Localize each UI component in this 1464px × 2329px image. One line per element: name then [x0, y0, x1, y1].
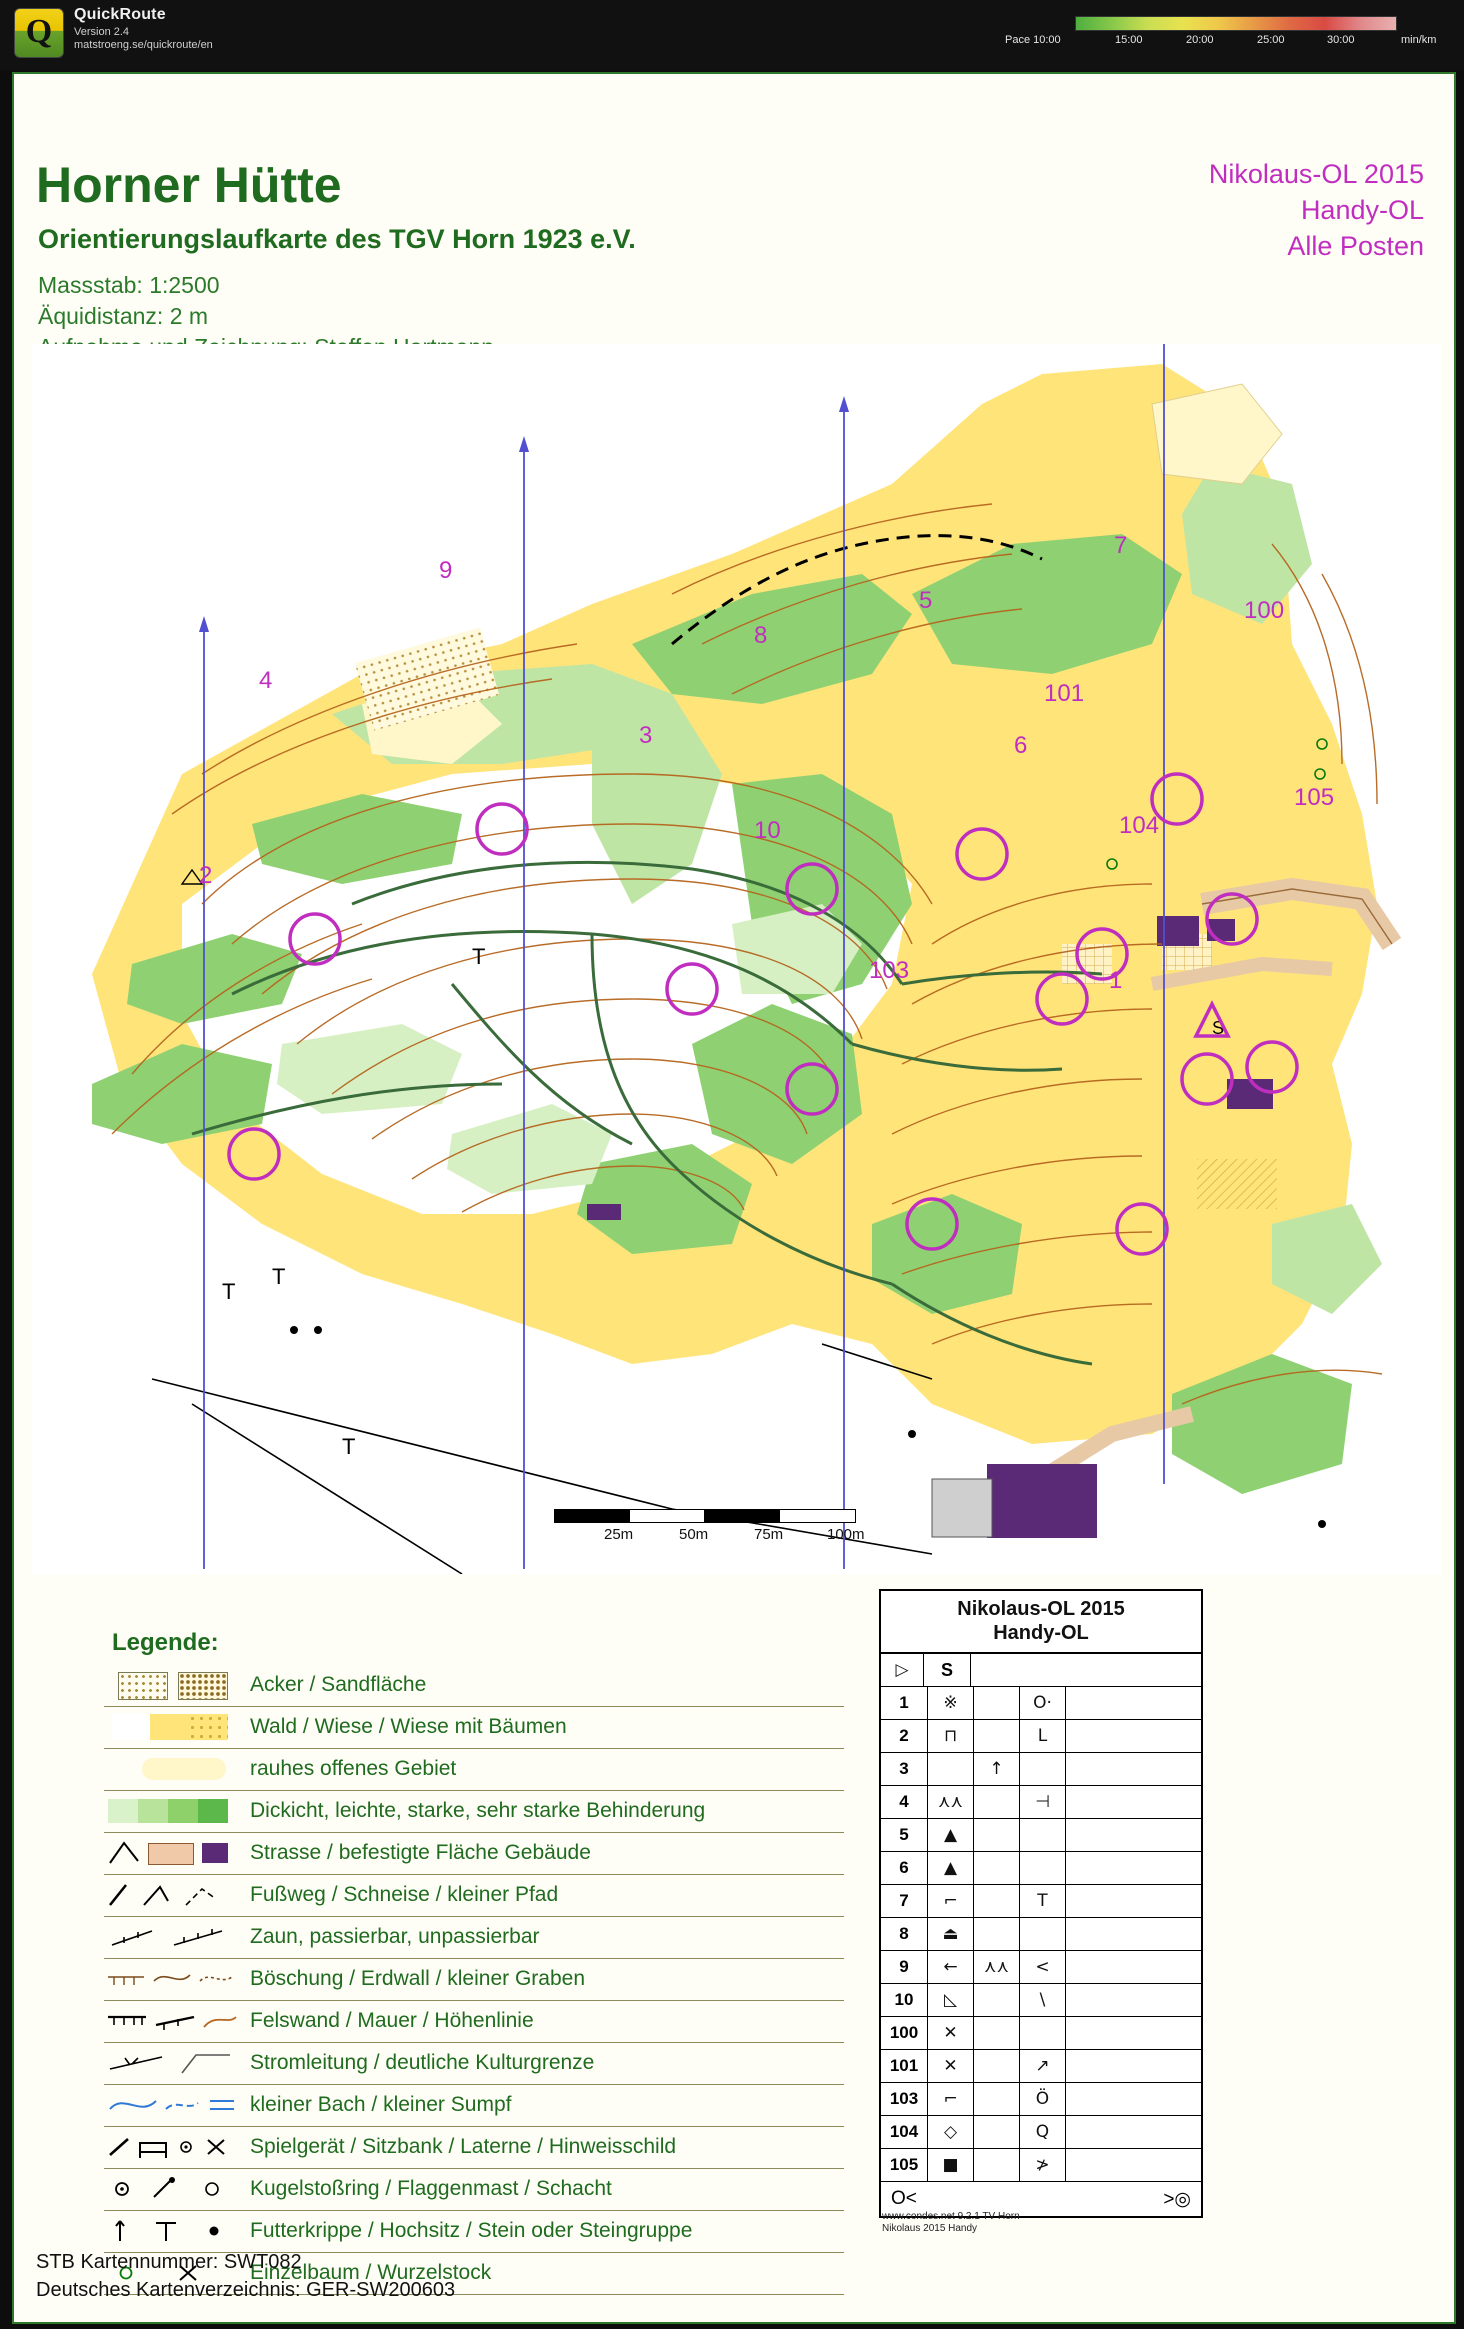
q-shape-icon: Q	[1020, 2116, 1066, 2148]
legend-row	[104, 2085, 844, 2127]
legend-label: Futterkrippe / Hochsitz / Stein oder Steingruppe	[250, 2219, 693, 2242]
quickroute-app-info	[74, 6, 213, 51]
start-symbol-icon: O<	[891, 2188, 917, 2209]
legend-symbol-kugelstossring	[104, 2169, 240, 2209]
cd-row	[881, 1918, 1201, 1951]
cd-empty-cell	[1066, 1984, 1111, 2016]
legend-row	[104, 2001, 844, 2043]
cd-empty-cell	[974, 1786, 1020, 1818]
cd-control-code: 104	[881, 2116, 928, 2148]
diamond-icon: ◇	[928, 2116, 974, 2148]
event-title-line: Handy-OL	[1300, 195, 1424, 225]
cd-control-code: 101	[881, 2050, 928, 2082]
t-shape-icon: T	[1020, 1885, 1066, 1917]
slash-up-icon: ↗	[1020, 2050, 1066, 2082]
cd-row	[881, 2050, 1201, 2083]
map-sheet[interactable]	[12, 72, 1456, 2324]
legend-symbol-stromleitung	[104, 2043, 240, 2083]
event-title-line: Nikolaus-OL 2015	[1208, 159, 1424, 189]
cd-empty-cell	[974, 1720, 1020, 1752]
control-number-label: 101	[1044, 680, 1085, 707]
cd-empty-cell	[974, 2083, 1020, 2115]
cd-control-code: 103	[881, 2083, 928, 2115]
scale-label: 50m	[679, 1526, 709, 1543]
quickroute-titlebar	[0, 0, 1464, 70]
page-title: Horner Hütte	[36, 157, 342, 213]
sheet-footer	[36, 2248, 455, 2304]
cd-control-code: 5	[881, 1819, 928, 1851]
cd-empty-cell	[1020, 2017, 1066, 2049]
control-number-label: 6	[1014, 732, 1028, 759]
legend-row	[104, 2043, 844, 2085]
legend-label: Böschung / Erdwall / kleiner Graben	[250, 1967, 586, 1990]
cd-control-code: 3	[881, 1753, 928, 1785]
cd-credit	[882, 2211, 1020, 2235]
legend-label: Fußweg / Schneise / kleiner Pfad	[250, 1883, 559, 1906]
cd-empty-cell	[928, 1753, 974, 1785]
svg-text:T: T	[472, 944, 486, 969]
pace-tick: 20:00	[1186, 34, 1214, 46]
legend-symbol-strasse-gebaeude	[104, 1833, 240, 1873]
app-url[interactable]: matstroeng.se/quickroute/en	[74, 39, 213, 51]
cd-empty-cell	[1020, 1753, 1066, 1785]
cd-control-code: 6	[881, 1852, 928, 1884]
cd-row	[881, 1984, 1201, 2017]
cd-empty-cell	[1066, 1885, 1111, 1917]
pace-color-scale	[1075, 16, 1397, 31]
cd-control-code: 10	[881, 1984, 928, 2016]
corner-icon: L	[1020, 1720, 1066, 1752]
app-version: Version 2.4	[74, 26, 130, 38]
cd-empty-cell	[974, 1984, 1020, 2016]
cd-empty-cell	[1020, 1852, 1066, 1884]
legend-row	[104, 1959, 844, 2001]
flag-icon: ◺	[928, 1984, 974, 2016]
start-triangle-icon: ▷	[881, 1654, 924, 1686]
fence-icon: ⋏⋏	[974, 1951, 1020, 1983]
open-angle-icon: <	[1020, 1951, 1066, 1983]
map-info-line: Äquidistanz: 2 m	[38, 303, 209, 329]
cd-empty-cell	[1066, 1852, 1111, 1884]
control-number-label: 3	[639, 722, 653, 749]
legend-row	[104, 1665, 844, 1707]
cd-row	[881, 1720, 1201, 1753]
scale-label: 25m	[604, 1526, 634, 1543]
legend-label: Stromleitung / deutliche Kulturgrenze	[250, 2051, 595, 2074]
scale-label: 100m	[827, 1526, 865, 1543]
cd-empty-cell	[974, 1852, 1020, 1884]
legend-title: Legende:	[112, 1629, 219, 1656]
legend-label: Einzelbaum / Wurzelstock	[250, 2261, 492, 2284]
cd-empty-cell	[974, 2149, 1020, 2181]
legend-symbol-boeschung	[104, 1959, 240, 1999]
diagonal-icon: \	[1020, 1984, 1066, 2016]
control-number-label: 9	[439, 557, 453, 584]
cd-row	[881, 2017, 1201, 2050]
cd-empty-cell	[1066, 1786, 1111, 1818]
legend-row	[104, 1833, 844, 1875]
cd-empty-cell	[974, 1885, 1020, 1917]
cd-row	[881, 2149, 1201, 2182]
circle-dot-icon: Ö	[1020, 2083, 1066, 2115]
cd-empty-cell	[974, 2116, 1020, 2148]
fence-icon: ⋏⋏	[928, 1786, 974, 1818]
cd-empty-cell	[1020, 1819, 1066, 1851]
control-number-label: 103	[869, 957, 910, 984]
cd-empty-cell	[974, 1918, 1020, 1950]
cd-empty-cell	[1066, 1918, 1111, 1950]
knoll-icon: ⏏	[928, 1918, 974, 1950]
scale-bar	[554, 1509, 854, 1521]
arrow-left-icon: ←	[928, 1951, 974, 1983]
legend-row	[104, 1707, 844, 1749]
cd-control-code: 8	[881, 1918, 928, 1950]
legend-symbol-wald-wiese	[104, 1707, 240, 1747]
pace-tick: 25:00	[1257, 34, 1285, 46]
event-title-line: Alle Posten	[1287, 231, 1424, 261]
legend-symbol-fussweg-pfad	[104, 1875, 240, 1915]
legend-symbol-felswand-mauer	[104, 2001, 240, 2041]
svg-text:S: S	[1212, 1018, 1225, 1038]
cliff-icon: ⌐	[928, 1885, 974, 1917]
legend-label: kleiner Bach / kleiner Sumpf	[250, 2093, 512, 2116]
bar-end-icon: ⊣	[1020, 1786, 1066, 1818]
legend-row	[104, 1791, 844, 1833]
legend-label: Spielgerät / Sitzbank / Laterne / Hinweisschild	[250, 2135, 677, 2158]
cd-control-code: 100	[881, 2017, 928, 2049]
event-title	[1209, 156, 1424, 264]
legend-label: Kugelstoßring / Flaggenmast / Schacht	[250, 2177, 612, 2200]
svg-text:T: T	[342, 1434, 356, 1459]
legend-label: Strasse / befestigte Fläche Gebäude	[250, 1841, 591, 1864]
cd-empty-cell	[1020, 1918, 1066, 1950]
cd-credit-line: Nikolaus 2015 Handy	[882, 2223, 978, 2234]
control-number-label: 104	[1119, 812, 1160, 839]
cd-start-code: S	[924, 1654, 971, 1686]
legend-label: Wald / Wiese / Wiese mit Bäumen	[250, 1715, 567, 1738]
svg-text:T: T	[222, 1279, 236, 1304]
footer-line: STB Kartennummer: SWT082	[36, 2251, 302, 2273]
control-number-label: 7	[1114, 532, 1128, 559]
cross-icon: ✕	[928, 2050, 974, 2082]
finish-symbol-icon: >◎	[1163, 2188, 1191, 2210]
app-name: QuickRoute	[74, 6, 166, 23]
legend-row	[104, 2169, 844, 2211]
orienteering-map[interactable]	[32, 344, 1442, 1574]
legend-symbol-rauhes-offenes-gebiet	[104, 1749, 240, 1789]
control-number-label: 5	[919, 587, 933, 614]
cd-row	[881, 1852, 1201, 1885]
cd-empty-cell	[1066, 1720, 1111, 1752]
pace-tick: 30:00	[1327, 34, 1355, 46]
cd-credit-line: www.condes.net 9.2.1 TV Horn	[882, 2211, 1020, 2222]
legend-row	[104, 1749, 844, 1791]
cd-row	[881, 1885, 1201, 1918]
control-number-label: 2	[199, 862, 213, 889]
legend-label: rauhes offenes Gebiet	[250, 1757, 457, 1780]
cd-title-line1: Nikolaus-OL 2015	[957, 1598, 1125, 1620]
cd-empty-cell	[974, 2050, 1020, 2082]
cd-empty-cell	[1066, 1951, 1111, 1983]
control-number-label: 100	[1244, 597, 1285, 624]
cd-empty-cell	[974, 2017, 1020, 2049]
cd-control-code: 105	[881, 2149, 928, 2181]
svg-text:T: T	[272, 1264, 286, 1289]
dot-angle-icon: ≯	[1020, 2149, 1066, 2181]
legend-row	[104, 2211, 844, 2253]
footer-line: Deutsches Kartenverzeichnis: GER-SW200603	[36, 2279, 456, 2301]
triangle-icon: ▲	[928, 1852, 974, 1884]
cd-title-line2: Handy-OL	[993, 1622, 1089, 1644]
cd-row	[881, 1951, 1201, 1984]
quickroute-logo-icon: Q	[14, 8, 64, 58]
pace-tick: 15:00	[1115, 34, 1143, 46]
control-number-label: 8	[754, 622, 768, 649]
cd-control-code: 2	[881, 1720, 928, 1752]
cd-control-code: 1	[881, 1687, 928, 1719]
boulder-field-icon: ※	[928, 1687, 974, 1719]
legend-label: Zaun, passierbar, unpassierbar	[250, 1925, 540, 1948]
control-number-label: 10	[754, 817, 781, 844]
triangle-icon: ▲	[928, 1819, 974, 1851]
cd-title	[881, 1591, 1201, 1654]
control-description-table	[879, 1589, 1203, 2218]
pace-unit: min/km	[1401, 34, 1437, 46]
cd-row	[881, 1753, 1201, 1786]
cd-row	[881, 1819, 1201, 1852]
legend-symbol-dickicht	[104, 1791, 240, 1831]
page-subtitle: Orientierungslaufkarte des TGV Horn 1923 e.V.	[38, 224, 636, 254]
legend-symbol-spielgeraet	[104, 2127, 240, 2167]
cd-empty-cell	[1066, 2116, 1111, 2148]
legend	[104, 1629, 844, 2295]
filled-square-icon: ■	[928, 2149, 974, 2181]
cd-control-code: 9	[881, 1951, 928, 1983]
cd-row	[881, 2116, 1201, 2149]
control-number-label: 1	[1109, 967, 1123, 994]
trestle-icon: ⊓	[928, 1720, 974, 1752]
pace-label: Pace 10:00	[1005, 34, 1061, 46]
legend-row	[104, 1875, 844, 1917]
cd-empty-cell	[974, 1687, 1020, 1719]
cross-icon: ✕	[928, 2017, 974, 2049]
cd-empty-cell	[1066, 1819, 1111, 1851]
ring-with-dot-icon: O·	[1020, 1687, 1066, 1719]
cd-control-code: 7	[881, 1885, 928, 1917]
cd-row	[881, 1786, 1201, 1819]
map-info-line: Massstab: 1:2500	[38, 272, 220, 298]
cd-empty-cell	[1066, 2149, 1111, 2181]
legend-symbol-zaun	[104, 1917, 240, 1957]
legend-symbol-acker-sandflaeche	[104, 1665, 240, 1705]
cd-start-row	[881, 1654, 1201, 1687]
legend-row	[104, 2127, 844, 2169]
arrow-up-icon: ↑	[974, 1753, 1020, 1785]
control-number-label: 4	[259, 667, 273, 694]
cd-empty-cell	[1066, 1753, 1111, 1785]
legend-label: Felswand / Mauer / Höhenlinie	[250, 2009, 534, 2032]
legend-row	[104, 1917, 844, 1959]
cd-control-code: 4	[881, 1786, 928, 1818]
control-number-label: 105	[1294, 784, 1335, 811]
cd-empty-cell	[1066, 2017, 1111, 2049]
cd-row	[881, 2083, 1201, 2116]
cd-empty-cell	[1066, 2083, 1111, 2115]
hook-icon: ⌐	[928, 2083, 974, 2115]
cd-row	[881, 1687, 1201, 1720]
legend-symbol-futterkrippe	[104, 2211, 240, 2251]
pace-scale-labels	[1005, 34, 1445, 48]
cd-empty-cell	[974, 1819, 1020, 1851]
scale-bar-labels	[534, 1526, 894, 1546]
cd-empty-cell	[1066, 1687, 1111, 1719]
cd-empty-cell	[1066, 2050, 1111, 2082]
scale-label: 75m	[754, 1526, 784, 1543]
legend-label: Acker / Sandfläche	[250, 1673, 427, 1696]
legend-symbol-bach-sumpf	[104, 2085, 240, 2125]
legend-label: Dickicht, leichte, starke, sehr starke Behinderung	[250, 1799, 706, 1822]
